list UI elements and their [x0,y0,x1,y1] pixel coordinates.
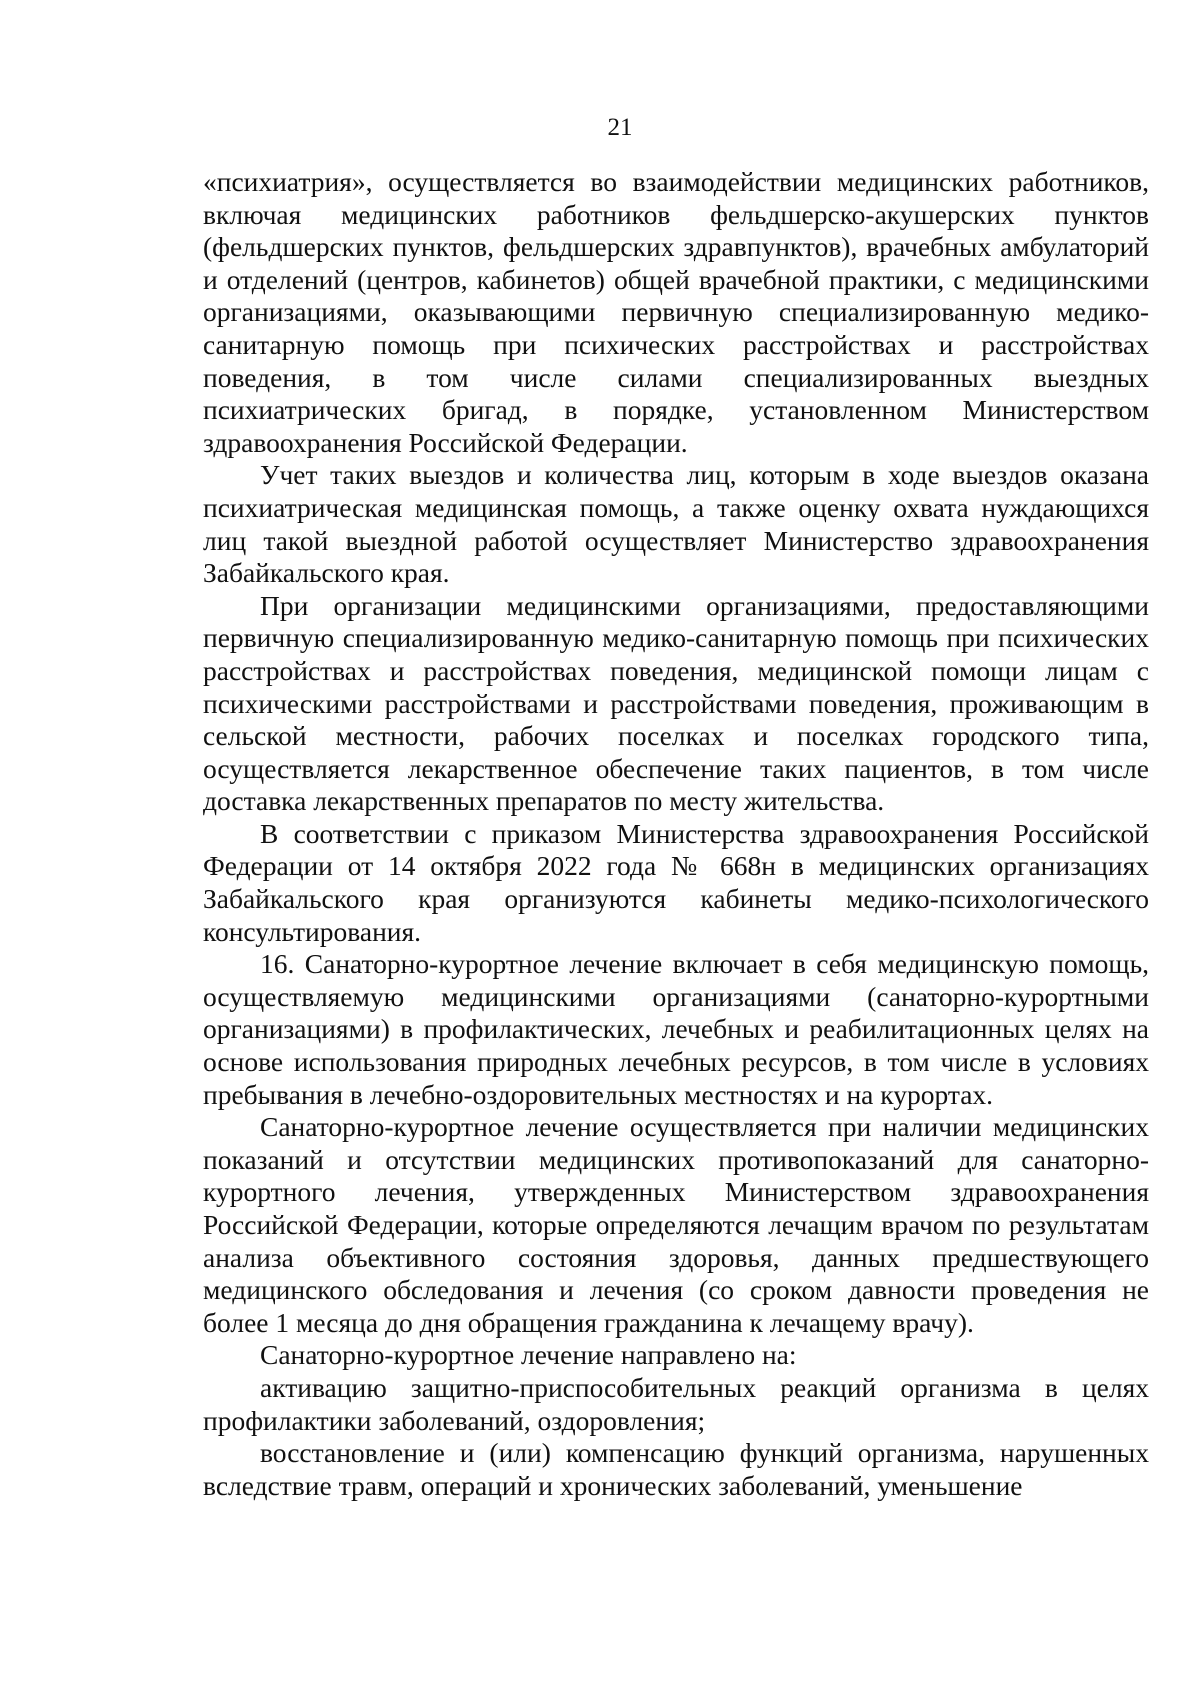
paragraph-4: В соответствии с приказом Министерства здравоохранения Российской Федерации от 14 октября 2022 года № 668н в медицинских организациях Забайкальского края организуются кабинеты медико-психологического консультирования. [203,817,1149,947]
paragraph-7: Санаторно-курортное лечение направлено на: [260,1339,797,1371]
paragraph-1: «психиатрия», осуществляется во взаимодействии медицинских работников, включая медицинских работников фельдшерско-акушерских пунктов (фельдшерских пунктов, фельдшерских здравпунктов), врачебных амбулаторий и отделений (центров, кабинетов) общей врачебной практики, с медицинскими организациями, оказывающими первичную специализированную медико-санитарную помощь при психических расстройствах и расстройствах поведения, в том числе силами специализированных выездных психиатрических бригад, в порядке, установленном Министерством здравоохранения Российской Федерации. [203,166,1149,458]
document-body [203,166,1149,1502]
paragraph-9: восстановление и (или) компенсацию функций организма, нарушенных вследствие травм, операций и хронических заболеваний, уменьшение [203,1437,1149,1501]
paragraph-5: 16. Санаторно-курортное лечение включает в себя медицинскую помощь, осуществляемую медицинскими организациями (санаторно-курортными организациями) в профилактических, лечебных и реабилитационных целях на основе использования природных лечебных ресурсов, в том числе в условиях пребывания в лечебно-оздоровительных местностях и на курортах. [203,948,1149,1110]
paragraph-3: При организации медицинскими организациями, предоставляющими первичную специализированную медико-санитарную помощь при психических расстройствах и расстройствах поведения, медицинской помощи лицам с психическими расстройствами и расстройствами поведения, проживающим в сельской местности, рабочих поселках и поселках городского типа, осуществляется лекарственное обеспечение таких пациентов, в том числе доставка лекарственных препаратов по месту жительства. [203,589,1149,817]
paragraph-2: Учет таких выездов и количества лиц, которым в ходе выездов оказана психиатрическая медицинская помощь, а также оценку охвата нуждающихся лиц такой выездной работой осуществляет Министерство здравоохранения Забайкальского края. [203,459,1149,589]
paragraph-8: активацию защитно-приспособительных реакций организма в целях профилактики заболеваний, оздоровления; [203,1371,1149,1436]
page-number: 21 [607,114,633,141]
paragraph-6: Санаторно-курортное лечение осуществляется при наличии медицинских показаний и отсутствии медицинских противопоказаний для санаторно-курортного лечения, утвержденных Министерством здравоохранения Российской Федерации, которые определяются лечащим врачом по результатам анализа объективного состояния здоровья, данных предшествующего медицинского обследования и лечения (со сроком давности проведения не более 1 месяца до дня обращения гражданина к лечащему врачу). [203,1111,1149,1338]
